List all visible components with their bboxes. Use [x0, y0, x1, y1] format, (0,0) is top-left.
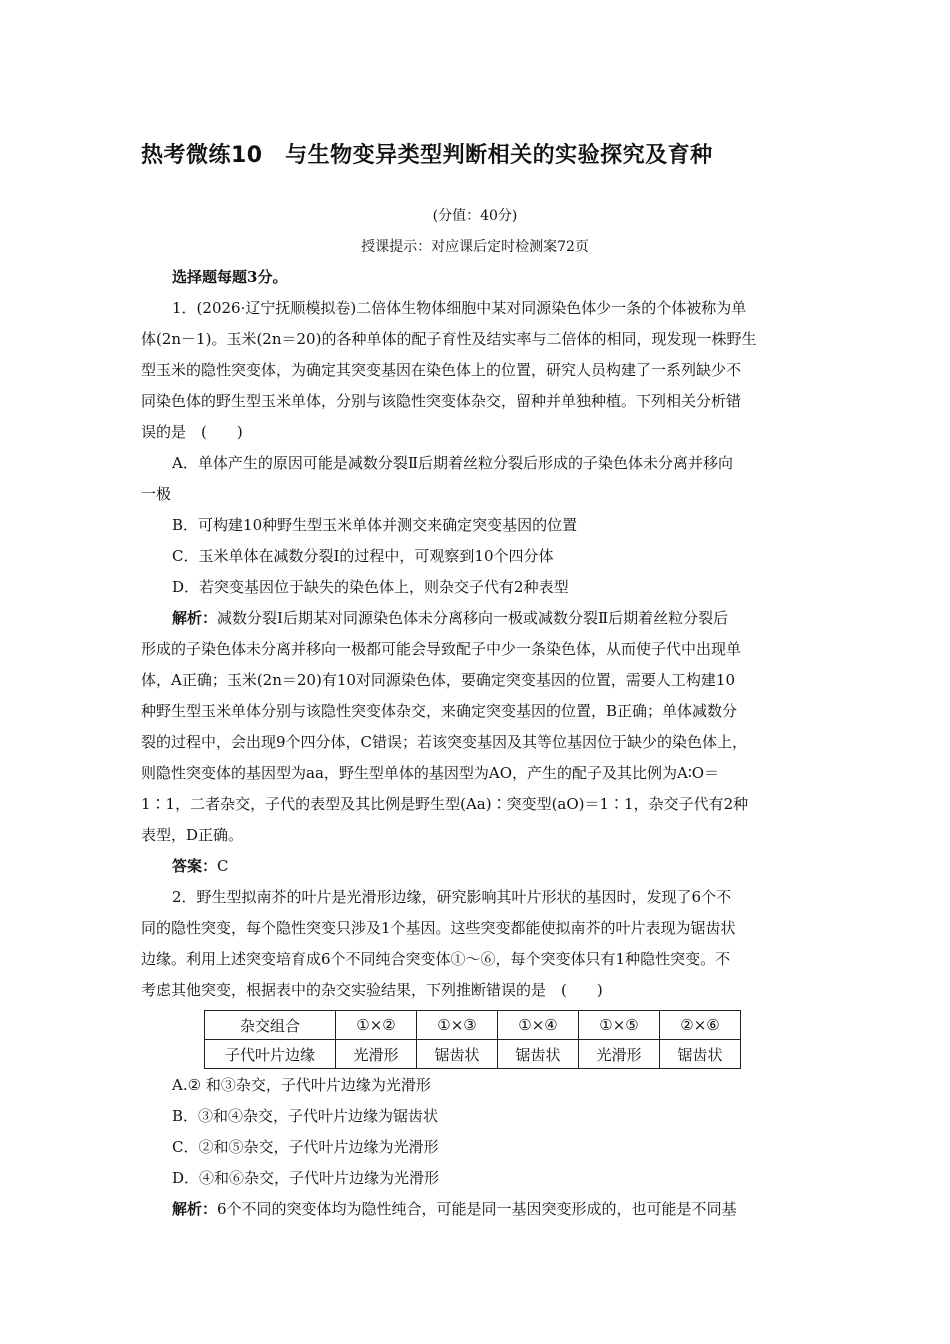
- q1-analysis-line: 裂的过程中，会出现9个四分体，C错误；若该突变基因及其等位基因位于缺少的染色体上，: [141, 733, 748, 751]
- cross-results-table: [204, 1010, 741, 1069]
- table-cell: ①×②: [336, 1011, 417, 1040]
- q1-option-a-cont: 一极: [141, 485, 172, 503]
- q2-analysis-line: [172, 1199, 737, 1219]
- q2-option-a: A.② 和③杂交，子代叶片边缘为光滑形: [172, 1076, 431, 1094]
- q2-option-b: B．③和④杂交，子代叶片边缘为锯齿状: [172, 1107, 439, 1125]
- table-cell: 锯齿状: [417, 1040, 498, 1069]
- q1-analysis-line: 形成的子染色体未分离并移向一极都可能会导致配子中少一条染色体，从而使子代中出现单: [141, 640, 742, 658]
- q1-option-a: A．单体产生的原因可能是减数分裂Ⅱ后期着丝粒分裂后形成的子染色体未分离并移向: [172, 454, 734, 472]
- q1-analysis-text: 减数分裂Ⅰ后期某对同源染色体未分离移向一极或减数分裂Ⅱ后期着丝粒分裂后: [217, 609, 729, 627]
- q2-stem-line: 同的隐性突变，每个隐性突变只涉及1个基因。这些突变都能使拟南芥的叶片表现为锯齿状: [141, 919, 736, 937]
- table-cell: ②×⑥: [660, 1011, 741, 1040]
- q1-option-d: D．若突变基因位于缺失的染色体上，则杂交子代有2种表型: [172, 578, 569, 596]
- q1-analysis-line: 1∶1，二者杂交，子代的表型及其比例是野生型(Aa)∶突变型(aO)＝1∶1，杂交子代有2种: [141, 795, 749, 813]
- q1-analysis-line: 体，A正确；玉米(2n＝20)有10对同源染色体，要确定突变基因的位置，需要人工构建10: [141, 671, 736, 689]
- q2-analysis-text: 6个不同的突变体均为隐性纯合，可能是同一基因突变形成的，也可能是不同基: [217, 1200, 737, 1218]
- teaching-hint: 授课提示：对应课后定时检测案72页: [361, 239, 589, 255]
- table-cell: ①×⑤: [579, 1011, 660, 1040]
- table-cell: ①×③: [417, 1011, 498, 1040]
- q1-analysis-label: 解析：: [172, 609, 218, 627]
- page-title: 热考微练10 与生物变异类型判断相关的实验探究及育种: [141, 143, 713, 168]
- q1-answer-value: C: [217, 857, 229, 875]
- q1-stem-line: 1．(2026·辽宁抚顺模拟卷)二倍体生物体细胞中某对同源染色体少一条的个体被称为单: [172, 299, 747, 317]
- score-note: (分值：40分): [432, 208, 518, 224]
- q2-stem-line: 2．野生型拟南芥的叶片是光滑形边缘，研究影响其叶片形状的基因时，发现了6个不: [172, 888, 732, 906]
- q1-answer: [172, 856, 229, 876]
- q2-option-d: D．④和⑥杂交，子代叶片边缘为光滑形: [172, 1169, 440, 1187]
- q1-answer-label: 答案：: [172, 857, 218, 875]
- q2-stem-line: 考虑其他突变，根据表中的杂交实验结果，下列推断错误的是 ( ): [141, 981, 603, 999]
- table-row: [205, 1040, 741, 1069]
- table-row: [205, 1011, 741, 1040]
- q1-stem-line: 体(2n－1)。玉米(2n＝20)的各种单体的配子育性及结实率与二倍体的相同，现发现一株野生: [141, 330, 757, 348]
- q1-analysis-line: 表型，D正确。: [141, 826, 244, 844]
- q2-option-c: C．②和⑤杂交，子代叶片边缘为光滑形: [172, 1138, 439, 1156]
- q1-option-b: B．可构建10种野生型玉米单体并测交来确定突变基因的位置: [172, 516, 578, 534]
- section-note: 选择题每题3分。: [172, 268, 288, 286]
- table-cell: 子代叶片边缘: [205, 1040, 336, 1069]
- q1-analysis-line: 则隐性突变体的基因型为aa，野生型单体的基因型为AO，产生的配子及其比例为A∶O＝: [141, 764, 720, 782]
- q1-analysis-line: 种野生型玉米单体分别与该隐性突变体杂交，来确定突变基因的位置，B正确；单体减数分: [141, 702, 738, 720]
- table-cell: 锯齿状: [498, 1040, 579, 1069]
- table-cell: 锯齿状: [660, 1040, 741, 1069]
- q1-stem-line: 型玉米的隐性突变体，为确定其突变基因在染色体上的位置，研究人员构建了一系列缺少不: [141, 361, 742, 379]
- q2-analysis-label: 解析：: [172, 1200, 218, 1218]
- table-cell: 光滑形: [579, 1040, 660, 1069]
- q1-stem-line: 同染色体的野生型玉米单体，分别与该隐性突变体杂交，留种并单独种植。下列相关分析错: [141, 392, 742, 410]
- q1-stem-line: 误的是 ( ): [141, 423, 243, 441]
- q1-option-c: C．玉米单体在减数分裂Ⅰ的过程中，可观察到10个四分体: [172, 547, 554, 565]
- table-cell: 杂交组合: [205, 1011, 336, 1040]
- table-cell: 光滑形: [336, 1040, 417, 1069]
- table-cell: ①×④: [498, 1011, 579, 1040]
- q1-analysis-line: [172, 608, 728, 628]
- q2-stem-line: 边缘。利用上述突变培育成6个不同纯合突变体①～⑥，每个突变体只有1种隐性突变。不: [141, 950, 731, 968]
